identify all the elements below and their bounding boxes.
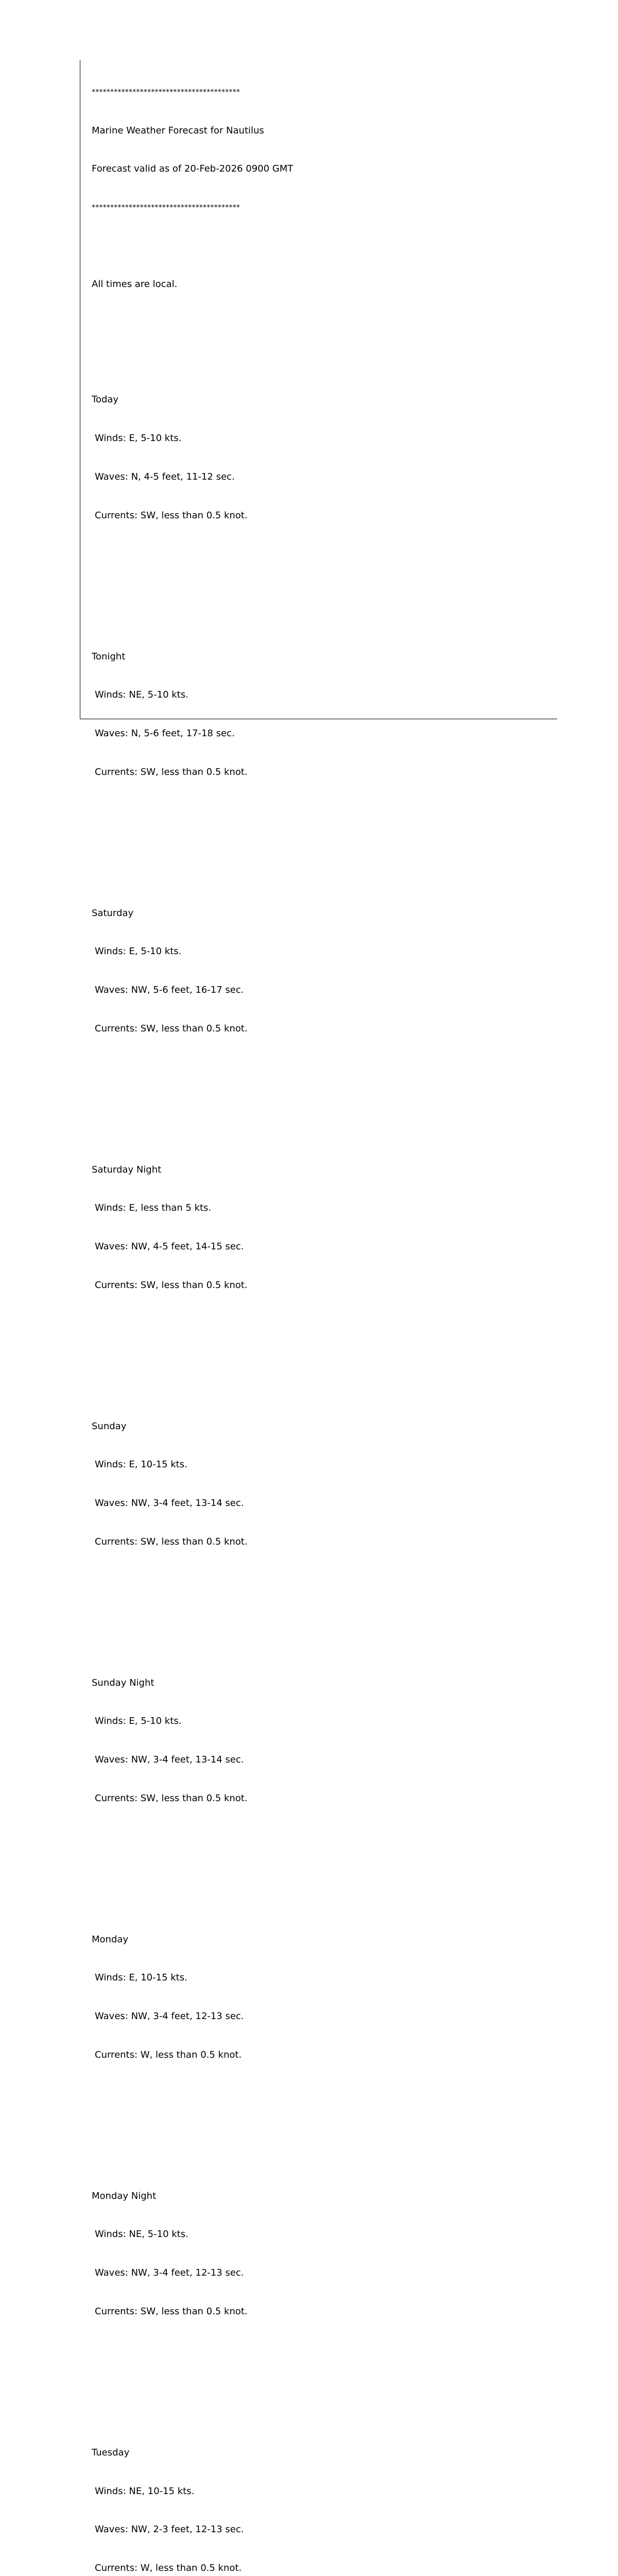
- period-name: Today: [92, 394, 119, 405]
- period-currents: Currents: W, less than 0.5 knot.: [95, 2562, 242, 2573]
- period-name: Saturday Night: [92, 1164, 162, 1175]
- spacer: [92, 1574, 293, 1587]
- period-block: [92, 1395, 293, 1613]
- period-winds: Winds: NE, 5-10 kts.: [95, 689, 188, 701]
- period-currents: Currents: SW, less than 0.5 knot.: [95, 510, 248, 521]
- period-currents: Currents: SW, less than 0.5 knot.: [95, 1279, 248, 1291]
- forecast-valid-time: Forecast valid as of 20-Feb-2026 0900 GMT: [92, 163, 294, 175]
- period-winds: Winds: E, 5-10 kts.: [95, 946, 182, 957]
- time-note: All times are local.: [92, 279, 178, 290]
- header-stars-bottom: ****************************************: [92, 203, 240, 212]
- period-waves: Waves: N, 4-5 feet, 11-12 sec.: [95, 471, 235, 482]
- forecast-title: Marine Weather Forecast for Nautilus: [92, 125, 264, 136]
- period-waves: Waves: NW, 2-3 feet, 12-13 sec.: [95, 2524, 244, 2535]
- period-waves: Waves: NW, 3-4 feet, 12-13 sec.: [95, 2267, 244, 2279]
- header-stars-top: ****************************************: [92, 88, 240, 96]
- period-currents: Currents: SW, less than 0.5 knot.: [95, 1536, 248, 1547]
- forecast-document: [92, 60, 293, 2576]
- spacer: [92, 548, 293, 561]
- period-currents: Currents: SW, less than 0.5 knot.: [95, 2306, 248, 2317]
- period-waves: Waves: N, 5-6 feet, 17-18 sec.: [95, 727, 235, 739]
- period-winds: Winds: NE, 5-10 kts.: [95, 2229, 188, 2240]
- spacer: [92, 804, 293, 817]
- period-block: [92, 1651, 293, 1869]
- period-currents: Currents: SW, less than 0.5 knot.: [95, 766, 248, 777]
- period-block: [92, 2421, 293, 2576]
- period-name: Sunday: [92, 1420, 127, 1432]
- spacer: [92, 2088, 293, 2100]
- period-name: Tuesday: [92, 2447, 130, 2458]
- period-winds: Winds: E, less than 5 kts.: [95, 1202, 212, 1214]
- period-block: [92, 1908, 293, 2126]
- period-currents: Currents: SW, less than 0.5 knot.: [95, 1023, 248, 1034]
- period-winds: Winds: E, 5-10 kts.: [95, 433, 182, 444]
- spacer: [92, 2344, 293, 2357]
- period-winds: Winds: NE, 10-15 kts.: [95, 2485, 195, 2497]
- period-winds: Winds: E, 5-10 kts.: [95, 1716, 182, 1727]
- period-block: [92, 368, 293, 586]
- period-block: [92, 625, 293, 843]
- spacer: [92, 1831, 293, 1844]
- period-block: [92, 882, 293, 1099]
- period-waves: Waves: NW, 3-4 feet, 13-14 sec.: [95, 1498, 244, 1509]
- period-waves: Waves: NW, 3-4 feet, 12-13 sec.: [95, 2011, 244, 2022]
- period-waves: Waves: NW, 3-4 feet, 13-14 sec.: [95, 1754, 244, 1766]
- period-block: [92, 1138, 293, 1356]
- period-winds: Winds: E, 10-15 kts.: [95, 1459, 187, 1470]
- period-name: Saturday: [92, 907, 134, 919]
- period-name: Monday: [92, 1934, 129, 1945]
- period-currents: Currents: SW, less than 0.5 knot.: [95, 1792, 248, 1804]
- period-name: Tonight: [92, 651, 126, 662]
- spacer: [92, 1061, 293, 1074]
- period-waves: Waves: NW, 4-5 feet, 14-15 sec.: [95, 1241, 244, 1252]
- period-winds: Winds: E, 10-15 kts.: [95, 1972, 187, 1984]
- spacer: [92, 317, 293, 330]
- period-name: Monday Night: [92, 2190, 157, 2201]
- spacer: [92, 240, 293, 253]
- period-name: Sunday Night: [92, 1677, 154, 1688]
- period-currents: Currents: W, less than 0.5 knot.: [95, 2049, 242, 2060]
- period-block: [92, 2164, 293, 2382]
- period-waves: Waves: NW, 5-6 feet, 16-17 sec.: [95, 984, 244, 995]
- spacer: [92, 1317, 293, 1330]
